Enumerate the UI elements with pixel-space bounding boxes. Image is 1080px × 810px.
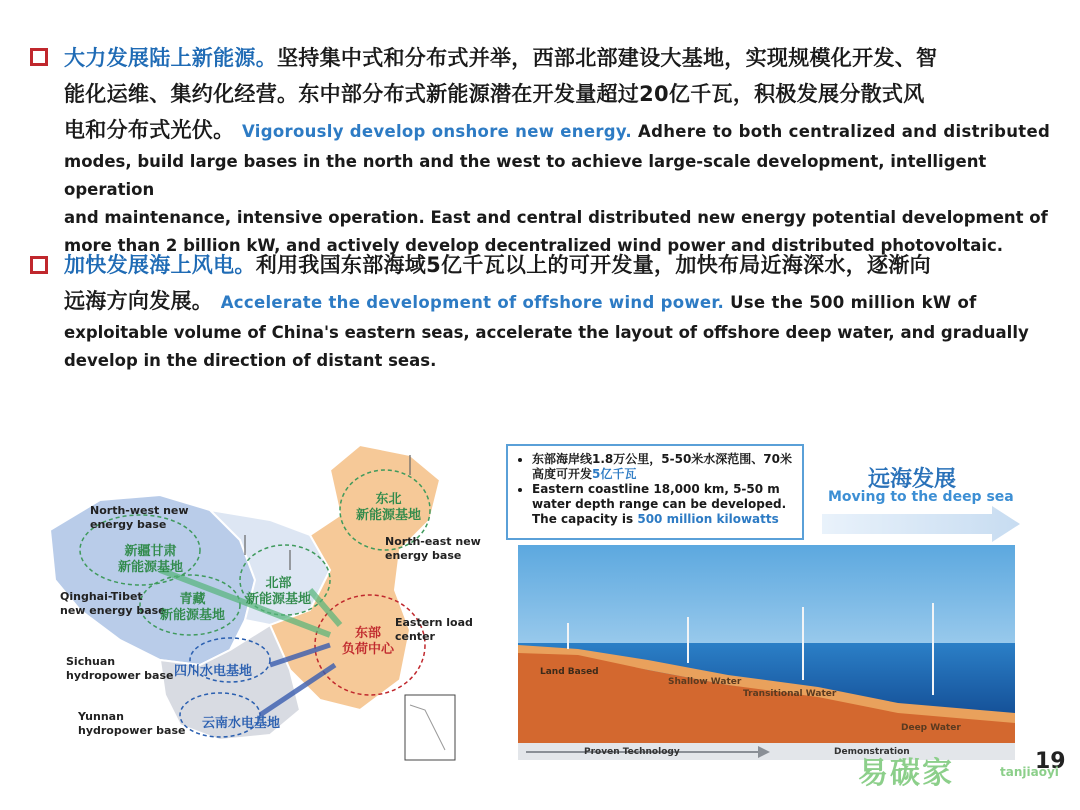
sea-label-shallow: Shallow Water (668, 677, 742, 687)
map-label-nw-zh: 新疆甘肃 新能源基地 (118, 544, 184, 575)
map-label-yn-en: Yunnan hydropower base (78, 710, 186, 737)
bullet-2 (30, 256, 50, 276)
map-label-sc-zh: 四川水电基地 (174, 664, 253, 679)
deep-sea-heading-zh: 远海发展 (868, 467, 957, 492)
paragraph-offshore: 加快发展海上风电。利用我国东部海域5亿千瓦以上的可开发量，加快布局近海深水，逐渐向 远海方向发展。 Accelerate the development of offshore wind power. Use the 500 million kW of exploitable volume of China's eastern seas, accelerate the layout of offshore deep water, and gradually develop in the direction of distant seas. (64, 253, 1029, 370)
map-label-qt-zh: 青藏 新能源基地 (160, 592, 226, 623)
sea-label-proven: Proven Technology (584, 747, 680, 757)
sea-label-deep: Deep Water (901, 723, 961, 733)
bullet-1 (30, 48, 50, 68)
info-item-en: • Eastern coastline 18,000 km, 5-50 m water depth range can be developed. The capacity is 500 million kilowatts (532, 482, 794, 527)
sea-label-transitional: Transitional Water (743, 689, 837, 699)
sea-label-demo: Demonstration (834, 747, 910, 757)
map-label-sc-en: Sichuan hydropower base (66, 655, 174, 682)
china-energy-map (40, 440, 500, 775)
map-label-qt-en: Qinghai-Tibet new energy base (60, 590, 166, 617)
map-label-east-zh: 东部 负荷中心 (342, 626, 395, 657)
sea-label-land: Land Based (540, 667, 599, 677)
map-label-north-zh: 北部 新能源基地 (246, 576, 312, 607)
page-number: 19 (1035, 749, 1066, 774)
paragraph-onshore: 大力发展陆上新能源。坚持集中式和分布式并举，西部北部建设大基地，实现规模化开发、智 能化运维、集约化经营。东中部分布式新能源潜在开发量超过20亿千瓦，积极发展分散式风 电和分布式光伏。 Vigorously develop onshore new energy. Adhere to both centralized and distributed modes, build large bases in the north and the west to achieve large-scale development, intelligent operation and maintenance, intensive operation. East and central distributed new energy potential development of more than 2 billion kW, and actively develop decentralized wind power and distributed photovoltaic. (64, 46, 1051, 255)
offshore-wind-illustration (518, 545, 1015, 760)
map-label-nw-en: North-west new energy base (90, 504, 189, 531)
info-item-zh: • 东部海岸线1.8万公里，5-50米水深范围、70米高度可开发5亿千瓦 (532, 452, 794, 482)
map-label-yn-zh: 云南水电基地 (202, 716, 281, 731)
map-label-ne-zh: 东北 新能源基地 (356, 492, 422, 523)
onshore-heading-en: Vigorously develop onshore new energy. (242, 122, 632, 141)
map-label-east-en: Eastern load center (395, 616, 473, 643)
right-arrow-icon (822, 506, 1020, 542)
onshore-heading-zh: 大力发展陆上新能源。 (64, 46, 277, 70)
watermark-en: tanjiaoyi (1000, 765, 1059, 779)
offshore-heading-en: Accelerate the development of offshore wind power. (220, 293, 725, 312)
watermark-zh: 易碳家 (858, 756, 954, 791)
offshore-heading-zh: 加快发展海上风电。 (64, 253, 256, 277)
map-label-ne-en: North-east new energy base (385, 535, 481, 562)
coastline-info-box (506, 444, 804, 540)
deep-sea-heading-en: Moving to the deep sea (828, 489, 1014, 505)
